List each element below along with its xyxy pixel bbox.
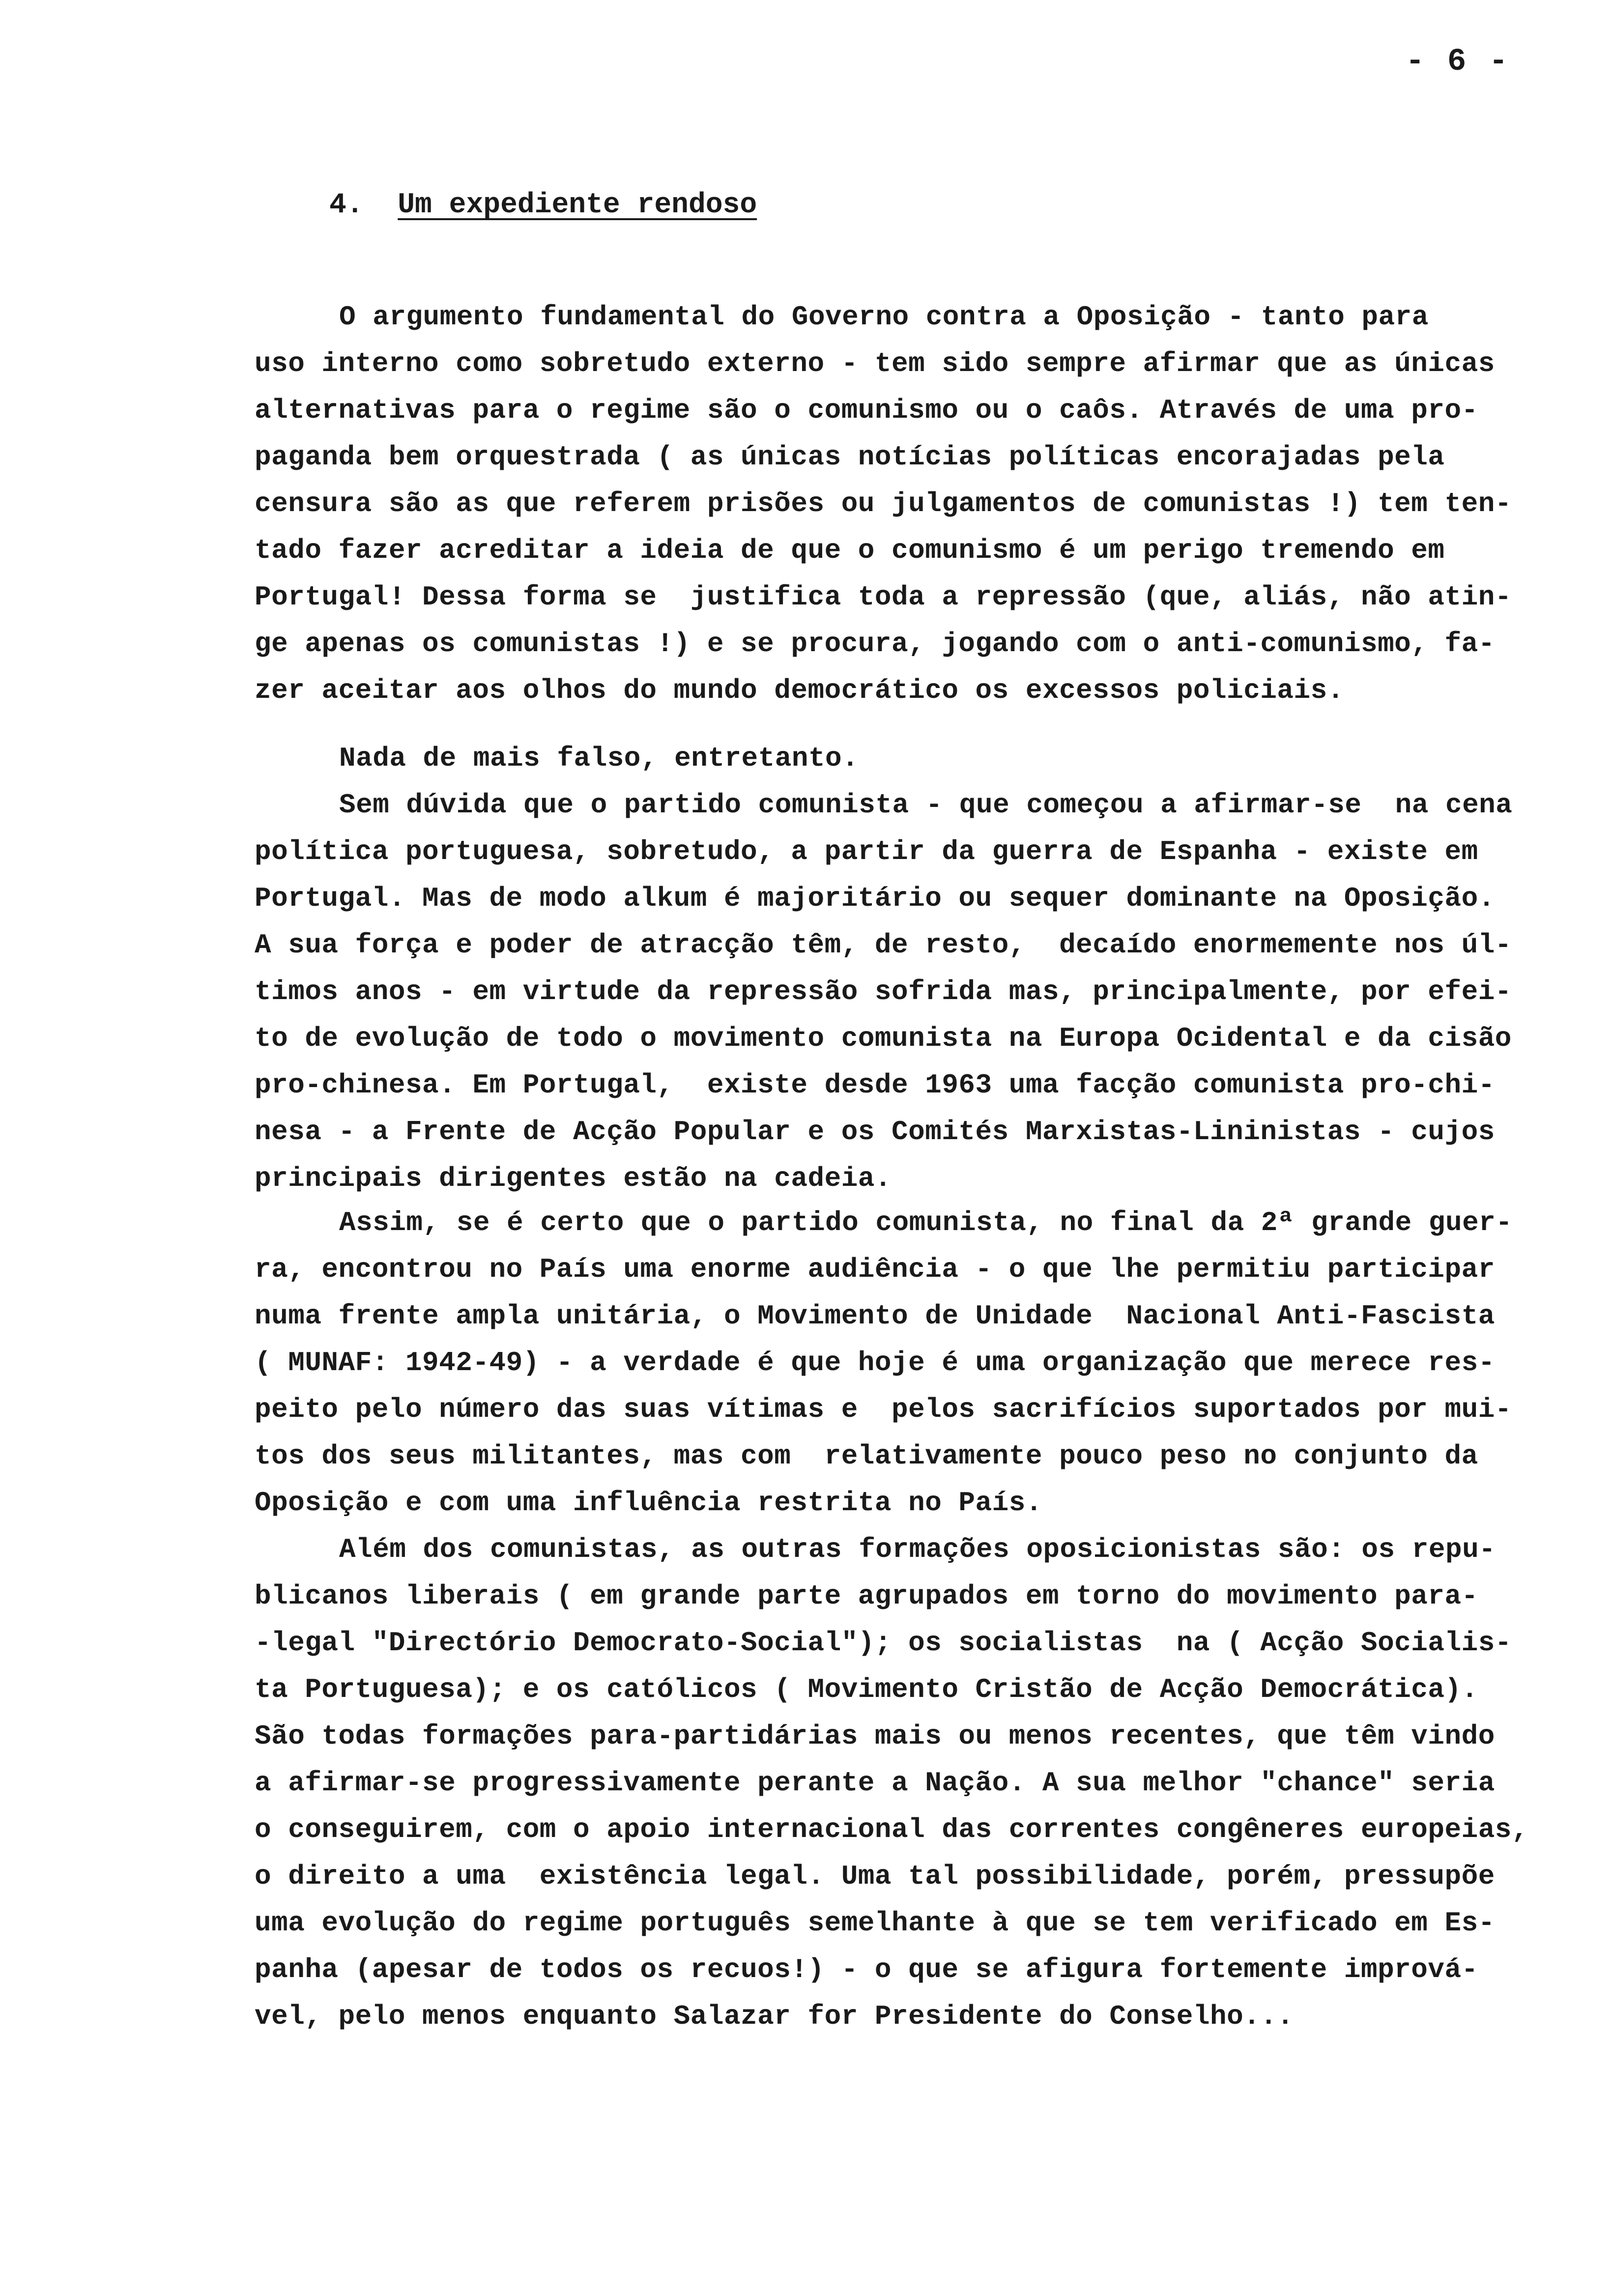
section-title: Um expediente rendoso (398, 189, 757, 221)
paragraph-line: uma evolução do regime português semelhante à que se tem verificado em Es- (255, 1907, 1495, 1939)
paragraph-1 (255, 294, 1612, 714)
paragraph-line: uso interno como sobretudo externo - tem sido sempre afirmar que as únicas (255, 348, 1495, 379)
paragraph-line: pro-chinesa. Em Portugal, existe desde 1963 uma facção comunista pro-chi- (255, 1069, 1495, 1101)
paragraph-line: panha (apesar de todos os recuos!) - o que se afigura fortemente imprová- (255, 1954, 1478, 1985)
paragraph-4 (255, 1200, 1612, 1526)
paragraph-line: tado fazer acreditar a ideia de que o comunismo é um perigo tremendo em (255, 535, 1445, 566)
paragraph-line: peito pelo número das suas vítimas e pelos sacrifícios suportados por mui- (255, 1394, 1512, 1425)
paragraph-line: tos dos seus militantes, mas com relativamente pouco peso no conjunto da (255, 1440, 1478, 1472)
paragraph-line: São todas formações para-partidárias mais ou menos recentes, que têm vindo (255, 1721, 1495, 1752)
paragraph-line: to de evolução de todo o movimento comunista na Europa Ocidental e da cisão (255, 1023, 1512, 1054)
paragraph-line: principais dirigentes estão na cadeia. (255, 1163, 892, 1194)
paragraph-line: O argumento fundamental do Governo contra a Oposição - tanto para (339, 301, 1429, 333)
paragraph-5 (255, 1526, 1612, 2040)
paragraph-line: numa frente ampla unitária, o Movimento de Unidade Nacional Anti-Fascista (255, 1300, 1495, 1332)
paragraph-line: blicanos liberais ( em grande parte agrupados em torno do movimento para- (255, 1580, 1478, 1612)
paragraph-line: Portugal. Mas de modo alkum é majoritário ou sequer dominante na Oposição. (255, 883, 1495, 914)
section-number: 4. (329, 189, 364, 221)
paragraph-line: A sua força e poder de atracção têm, de resto, decaído enormemente nos úl- (255, 929, 1512, 961)
paragraph-2 (255, 735, 1612, 782)
paragraph-line: ( MUNAF: 1942-49) - a verdade é que hoje é uma organização que merece res- (255, 1347, 1495, 1378)
paragraph-line: ta Portuguesa); e os católicos ( Movimento Cristão de Acção Democrática). (255, 1674, 1478, 1705)
paragraph-line: paganda bem orquestrada ( as únicas notícias políticas encorajadas pela (255, 441, 1445, 473)
paragraph-line: política portuguesa, sobretudo, a partir da guerra de Espanha - existe em (255, 836, 1478, 867)
paragraph-line: alternativas para o regime são o comunismo ou o caôs. Através de uma pro- (255, 395, 1478, 426)
paragraph-line: ge apenas os comunistas !) e se procura, jogando com o anti-comunismo, fa- (255, 628, 1495, 660)
paragraph-line: Assim, se é certo que o partido comunista, no final da 2ª grande guer- (339, 1207, 1513, 1238)
paragraph-line: -legal "Directório Democrato-Social"); os socialistas na ( Acção Socialis- (255, 1627, 1512, 1659)
paragraph-line: zer aceitar aos olhos do mundo democrático os excessos policiais. (255, 675, 1344, 706)
paragraph-line: vel, pelo menos enquanto Salazar for Presidente do Conselho... (255, 2001, 1294, 2032)
paragraph-line: censura são as que referem prisões ou julgamentos de comunistas !) tem ten- (255, 488, 1512, 519)
paragraph-line: Sem dúvida que o partido comunista - que começou a afirmar-se na cena (339, 789, 1513, 821)
paragraph-line: nesa - a Frente de Acção Popular e os Comités Marxistas-Lininistas - cujos (255, 1116, 1495, 1148)
paragraph-line: timos anos - em virtude da repressão sofrida mas, principalmente, por efei- (255, 976, 1512, 1007)
paragraph-line: Oposição e com uma influência restrita no País. (255, 1487, 1042, 1519)
paragraph-line: ra, encontrou no País uma enorme audiência - o que lhe permitiu participar (255, 1254, 1495, 1285)
paragraph-line: o direito a uma existência legal. Uma tal possibilidade, porém, pressupõe (255, 1861, 1495, 1892)
paragraph-3 (255, 782, 1612, 1202)
page-number: - 6 - (1406, 44, 1510, 80)
paragraph-line: Nada de mais falso, entretanto. (339, 743, 859, 774)
section-heading (329, 189, 757, 221)
paragraph-line: Além dos comunistas, as outras formações oposicionistas são: os repu- (339, 1534, 1496, 1565)
paragraph-line: Portugal! Dessa forma se justifica toda a repressão (que, aliás, não atin- (255, 581, 1512, 613)
paragraph-line: a afirmar-se progressivamente perante a Nação. A sua melhor "chance" seria (255, 1767, 1495, 1799)
paragraph-line: o conseguirem, com o apoio internacional das correntes congêneres europeias, (255, 1814, 1529, 1845)
